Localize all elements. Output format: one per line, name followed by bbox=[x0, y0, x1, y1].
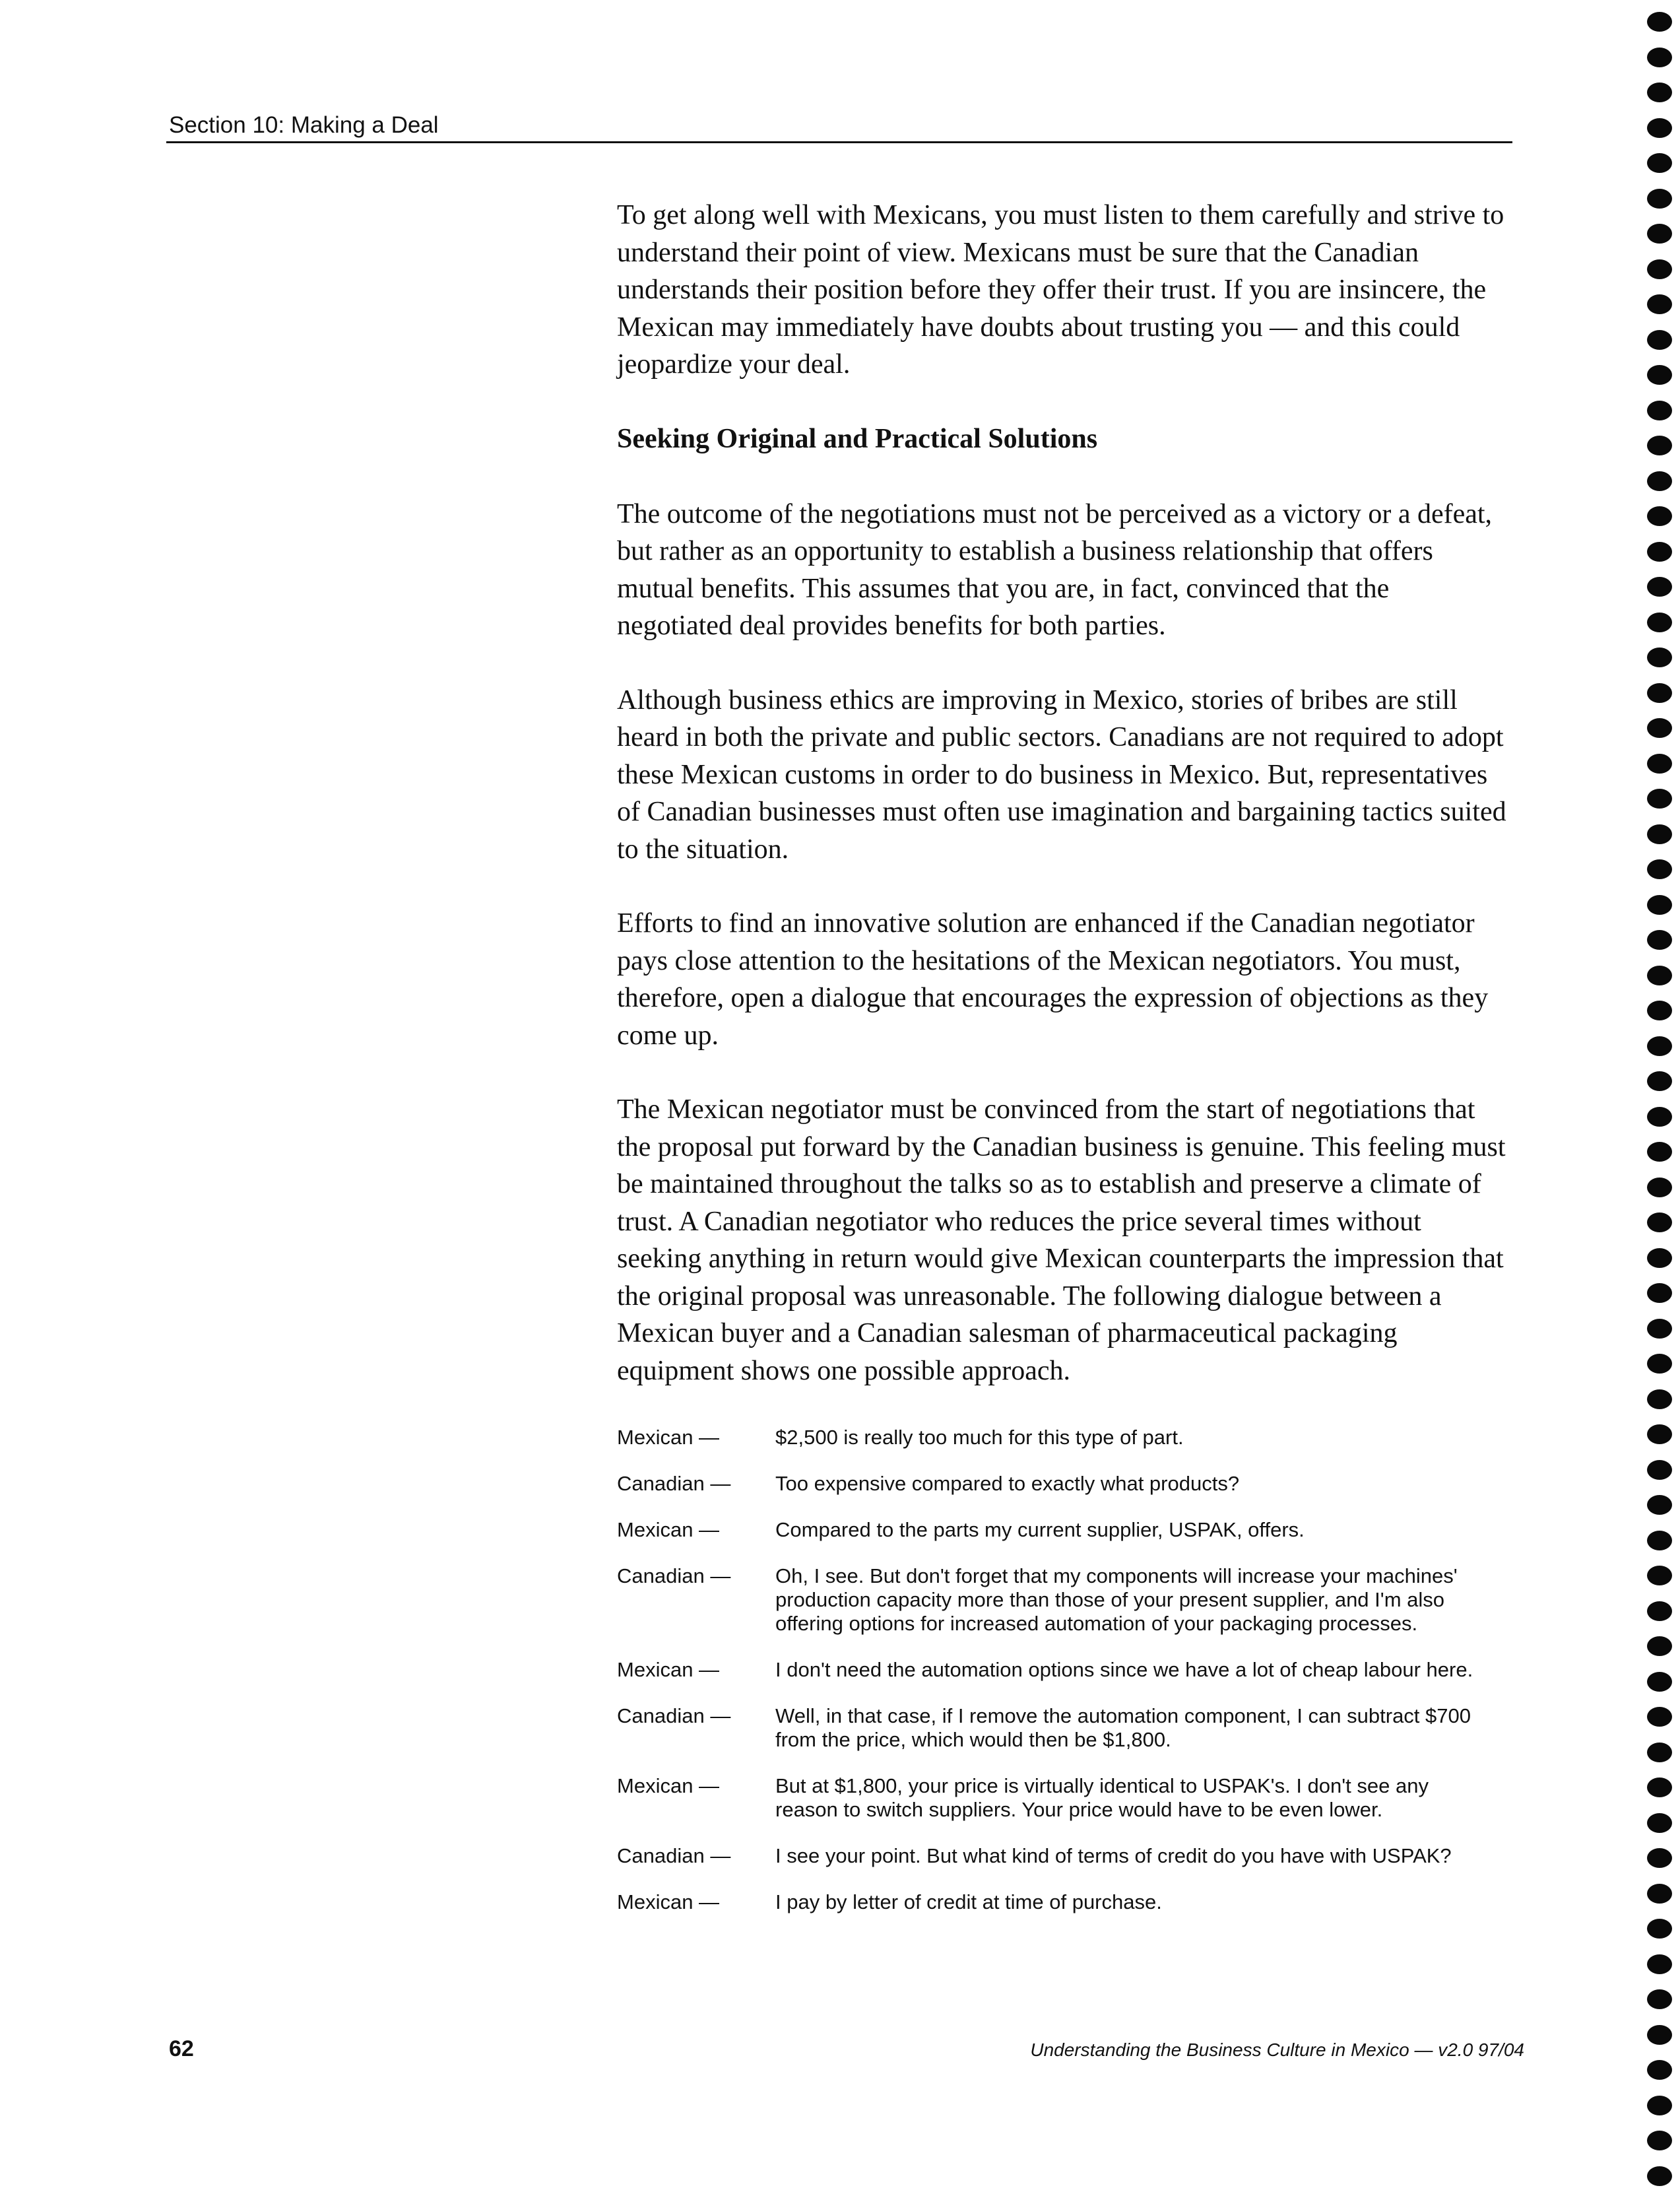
binding-hole bbox=[1647, 1919, 1672, 1939]
binding-hole bbox=[1647, 1319, 1672, 1339]
binding-hole bbox=[1647, 1672, 1672, 1692]
binding-hole bbox=[1647, 1354, 1672, 1374]
binding-hole bbox=[1647, 471, 1672, 491]
dialogue-speaker: Canadian — bbox=[617, 1472, 731, 1495]
dialogue-speaker: Canadian — bbox=[617, 1844, 731, 1867]
binding-hole bbox=[1647, 859, 1672, 879]
binding-hole bbox=[1647, 2131, 1672, 2150]
dialogue-line bbox=[617, 1658, 1488, 1682]
binding-hole bbox=[1647, 1142, 1672, 1162]
body-text bbox=[617, 197, 1508, 1426]
binding-hole bbox=[1647, 2096, 1672, 2115]
binding-hole bbox=[1647, 1495, 1672, 1515]
binding-hole bbox=[1647, 789, 1672, 809]
dialogue-line bbox=[617, 1472, 1488, 1496]
binding-hole bbox=[1647, 1848, 1672, 1868]
binding-hole bbox=[1647, 895, 1672, 915]
dialogue-text: I pay by letter of credit at time of purchase. bbox=[775, 1890, 1162, 1913]
dialogue-line bbox=[617, 1890, 1488, 1914]
binding-hole bbox=[1647, 2060, 1672, 2080]
page-number: 62 bbox=[169, 2036, 194, 2061]
binding-hole bbox=[1647, 1248, 1672, 1268]
binding-hole bbox=[1647, 83, 1672, 102]
binding-hole bbox=[1647, 1566, 1672, 1585]
dialogue-line bbox=[617, 1426, 1488, 1449]
dialogue-text: Compared to the parts my current supplier, USPAK, offers. bbox=[775, 1518, 1305, 1541]
binding-hole bbox=[1647, 1424, 1672, 1444]
binding-hole bbox=[1647, 1707, 1672, 1727]
binding-hole bbox=[1647, 966, 1672, 985]
binding-hole bbox=[1647, 365, 1672, 385]
binding-hole bbox=[1647, 2166, 1672, 2186]
dialogue-speaker: Canadian — bbox=[617, 1564, 731, 1587]
paragraph: Although business ethics are improving in Mexico, stories of bribes are still heard in both the private and public sectors. Canadians are not required to adopt these Mexican customs in order to do business in Mexico. But, representatives of Canadian businesses must often use imagination and bargaining tactics suited to the situation. bbox=[617, 684, 1506, 865]
dialogue-speaker: Mexican — bbox=[617, 1426, 720, 1449]
binding-hole bbox=[1647, 718, 1672, 738]
dialogue-text: I don't need the automation options since we have a lot of cheap labour here. bbox=[775, 1658, 1473, 1681]
binding-hole bbox=[1647, 1531, 1672, 1550]
section-heading: Seeking Original and Practical Solutions bbox=[617, 423, 1098, 454]
dialogue-text: Well, in that case, if I remove the automation component, I can subtract $700 from the price, which would then be $1,800. bbox=[775, 1704, 1471, 1751]
binding-hole bbox=[1647, 1001, 1672, 1020]
spiral-binding bbox=[1644, 0, 1680, 2192]
section-title: Section 10: Making a Deal bbox=[169, 112, 439, 138]
binding-hole bbox=[1647, 824, 1672, 844]
binding-hole bbox=[1647, 330, 1672, 350]
binding-hole bbox=[1647, 1071, 1672, 1091]
binding-hole bbox=[1647, 1178, 1672, 1197]
binding-hole bbox=[1647, 613, 1672, 632]
dialogue-text: But at $1,800, your price is virtually identical to USPAK's. I don't see any reason to switch suppliers. Your price would have to be even lower. bbox=[775, 1774, 1429, 1821]
binding-hole bbox=[1647, 12, 1672, 32]
dialogue-speaker: Canadian — bbox=[617, 1704, 731, 1727]
binding-hole bbox=[1647, 294, 1672, 314]
binding-hole bbox=[1647, 1601, 1672, 1621]
binding-hole bbox=[1647, 1954, 1672, 1974]
binding-hole bbox=[1647, 436, 1672, 455]
binding-hole bbox=[1647, 1989, 1672, 2009]
dialogue-line bbox=[617, 1704, 1488, 1752]
dialogue-text: Too expensive compared to exactly what products? bbox=[775, 1472, 1240, 1495]
dialogue-text: I see your point. But what kind of terms of credit do you have with USPAK? bbox=[775, 1844, 1452, 1867]
binding-hole bbox=[1647, 1107, 1672, 1127]
dialogue-speaker: Mexican — bbox=[617, 1518, 720, 1541]
negotiation-dialogue bbox=[617, 1426, 1488, 1937]
binding-hole bbox=[1647, 930, 1672, 950]
paragraph: Efforts to find an innovative solution are enhanced if the Canadian negotiator pays close attention to the hesitations of the Mexican negotiators. You must, therefore, open a dialogue that encourages the expression of objections as they come up. bbox=[617, 908, 1489, 1051]
page-header bbox=[166, 112, 1512, 143]
binding-hole bbox=[1647, 118, 1672, 138]
binding-hole bbox=[1647, 542, 1672, 562]
binding-hole bbox=[1647, 48, 1672, 67]
binding-hole bbox=[1647, 259, 1672, 279]
dialogue-speaker: Mexican — bbox=[617, 1890, 720, 1913]
publication-title: Understanding the Business Culture in Mexico — v2.0 97/04 bbox=[1030, 2040, 1524, 2060]
dialogue-line bbox=[617, 1774, 1488, 1822]
dialogue-line bbox=[617, 1844, 1488, 1868]
binding-hole bbox=[1647, 2025, 1672, 2045]
dialogue-text: $2,500 is really too much for this type of part. bbox=[775, 1426, 1184, 1449]
binding-hole bbox=[1647, 1036, 1672, 1056]
binding-hole bbox=[1647, 1813, 1672, 1833]
binding-hole bbox=[1647, 1283, 1672, 1303]
binding-hole bbox=[1647, 1389, 1672, 1409]
dialogue-speaker: Mexican — bbox=[617, 1658, 720, 1681]
binding-hole bbox=[1647, 1212, 1672, 1232]
binding-hole bbox=[1647, 401, 1672, 420]
binding-hole bbox=[1647, 189, 1672, 209]
dialogue-text: Oh, I see. But don't forget that my components will increase your machines' production capacity more than those of your present supplier, and I'm also offering options for increased automation of your packaging processes. bbox=[775, 1564, 1458, 1635]
binding-hole bbox=[1647, 577, 1672, 597]
binding-hole bbox=[1647, 1460, 1672, 1480]
binding-hole bbox=[1647, 754, 1672, 774]
binding-hole bbox=[1647, 1743, 1672, 1762]
dialogue-line bbox=[617, 1518, 1488, 1542]
binding-hole bbox=[1647, 153, 1672, 173]
binding-hole bbox=[1647, 683, 1672, 703]
paragraph: To get along well with Mexicans, you must listen to them carefully and strive to understand their point of view. Mexicans must be sure that the Canadian understands their position before they offer their trust. If you are insincere, the Mexican may immediately have doubts about trusting you — and this could jeopardize your deal. bbox=[617, 200, 1504, 380]
binding-hole bbox=[1647, 506, 1672, 526]
binding-hole bbox=[1647, 1884, 1672, 1904]
dialogue-speaker: Mexican — bbox=[617, 1774, 720, 1797]
dialogue-line bbox=[617, 1564, 1488, 1636]
binding-hole bbox=[1647, 648, 1672, 667]
binding-hole bbox=[1647, 1777, 1672, 1797]
binding-hole bbox=[1647, 224, 1672, 244]
paragraph: The outcome of the negotiations must not be perceived as a victory or a defeat, but rather as an opportunity to establish a business relationship that offers mutual benefits. This assumes that you are, in fact, convinced that the negotiated deal provides benefits for both parties. bbox=[617, 498, 1493, 641]
binding-hole bbox=[1647, 1636, 1672, 1656]
paragraph: The Mexican negotiator must be convinced from the start of negotiations that the proposal put forward by the Canadian business is genuine. This feeling must be maintained throughout the talks so as to establish and preserve a climate of trust. A Canadian negotiator who reduces the price several times without seeking anything in return would give Mexican counterparts the impression that the original proposal was unreasonable. The following dialogue between a Mexican buyer and a Canadian salesman of pharmaceutical packaging equipment shows one possible approach. bbox=[617, 1094, 1506, 1386]
